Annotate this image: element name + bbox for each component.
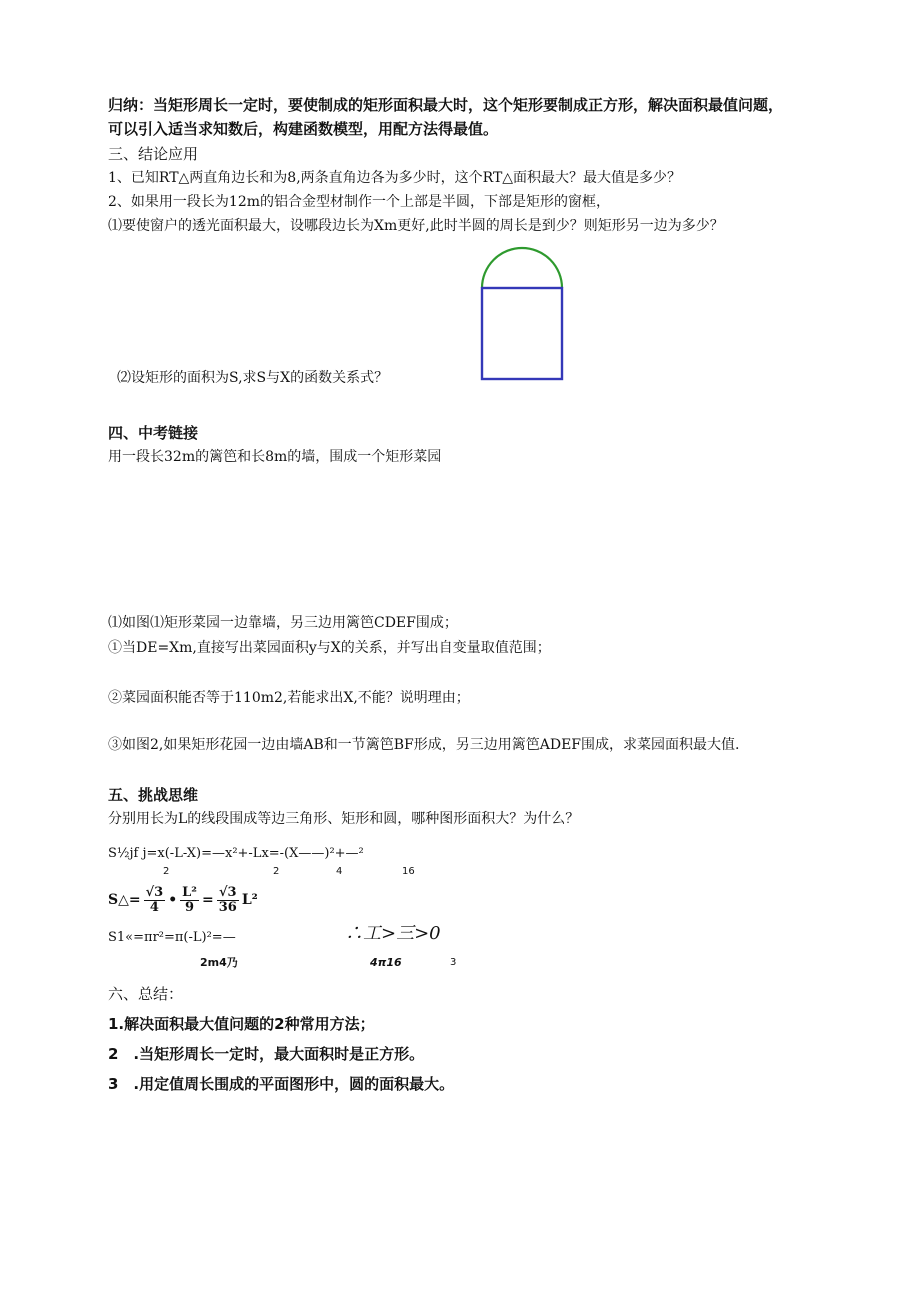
question-2-part-1: ⑴要使窗户的透光面积最大，设哪段边长为Xm更好,此时半圆的周长是到少？则矩形另一边为多少？	[108, 218, 724, 234]
section-3-heading: 三、结论应用	[108, 145, 199, 163]
tri-label: S△=	[108, 892, 141, 908]
tri-frac3-den: 36	[218, 899, 237, 915]
tri-frac1-den: 4	[149, 899, 159, 915]
tri-dot: •	[168, 892, 178, 908]
section-6-heading: 六、总结：	[108, 985, 184, 1003]
circle-sub-3: 3	[450, 957, 457, 968]
section-4-intro: 用一段长32m的篱笆和长8m的墙，围成一个矩形菜园	[108, 449, 442, 465]
part-1b: ②菜园面积能否等于110m2,若能求出X,不能？说明理由；	[108, 690, 470, 706]
rect-sub-2: 2	[273, 866, 280, 877]
summary-item-1: 1.解决面积最大值问题的2种常用方法；	[108, 1015, 375, 1033]
tri-fraction-1	[144, 886, 166, 915]
semicircle-arc	[482, 248, 562, 288]
rect-sub-4: 16	[402, 866, 415, 877]
rectangle-area-formula: S½jf j=x(-L-X)=—x²+-Lx=-(X——)²+—²	[108, 846, 364, 861]
tri-equals: =	[202, 892, 214, 908]
tri-frac2-num: L²	[182, 884, 197, 900]
circle-sub-1: 2m4乃	[200, 956, 238, 969]
window-frame-figure	[476, 244, 568, 384]
tri-frac1-num: √3	[145, 884, 164, 900]
part-1a: ①当DE=Xm,直接写出菜园面积y与X的关系，并写出自变量取值范围；	[108, 640, 551, 656]
rect-sub-1: 2	[163, 866, 170, 877]
tri-fraction-2	[180, 886, 199, 915]
part-1: ⑴如图⑴矩形菜园一边靠墙，另三边用篱笆CDEF围成；	[108, 615, 458, 631]
comparison: ∴工>三>0	[345, 923, 441, 944]
tri-frac3-num: √3	[217, 886, 239, 901]
question-2: 2、如果用一段长为12m的铝合金型材制作一个上部是半圆，下部是矩形的窗框，	[108, 194, 610, 210]
summary-item-2: 2 .当矩形周长一定时，最大面积时是正方形。	[108, 1045, 425, 1063]
section-5-heading: 五、挑战思维	[108, 786, 199, 804]
circle-area-formula: S1«=πr²=π(-L)²=—	[108, 930, 236, 945]
section-5-question: 分别用长为L的线段围成等边三角形、矩形和圆，哪种图形面积大？为什么？	[108, 811, 580, 827]
section-4-heading: 四、中考链接	[108, 424, 199, 442]
rect-sub-3: 4	[336, 866, 343, 877]
window-rectangle	[482, 288, 562, 379]
question-2-part-2: ⑵设矩形的面积为S,求S与X的函数关系式？	[117, 370, 389, 386]
tri-frac2-den: 9	[185, 899, 195, 915]
summary-item-3: 3 .用定值周长围成的平面图形中，圆的面积最大。	[108, 1075, 455, 1093]
question-1: 1、已知RT△两直角边长和为8,两条直角边各为多少时，这个RT△面积最大？最大值是多少？	[108, 170, 682, 186]
triangle-area-formula	[108, 880, 258, 920]
summary-line-2: 可以引入适当求知数后，构建函数模型，用配方法得最值。	[108, 120, 499, 138]
part-1c: ③如图2,如果矩形花园一边由墙AB和一节篱笆BF形成，另三边用篱笆ADEF围成，求菜园面积最大值.	[108, 737, 740, 753]
circle-sub-2: 4π16	[370, 956, 402, 969]
tri-fraction-3	[217, 886, 239, 915]
summary-line-1: 归纳：当矩形周长一定时，要使制成的矩形面积最大时，这个矩形要制成正方形，解决面积最值问题，	[108, 96, 784, 114]
tri-tail: L²	[241, 892, 258, 908]
